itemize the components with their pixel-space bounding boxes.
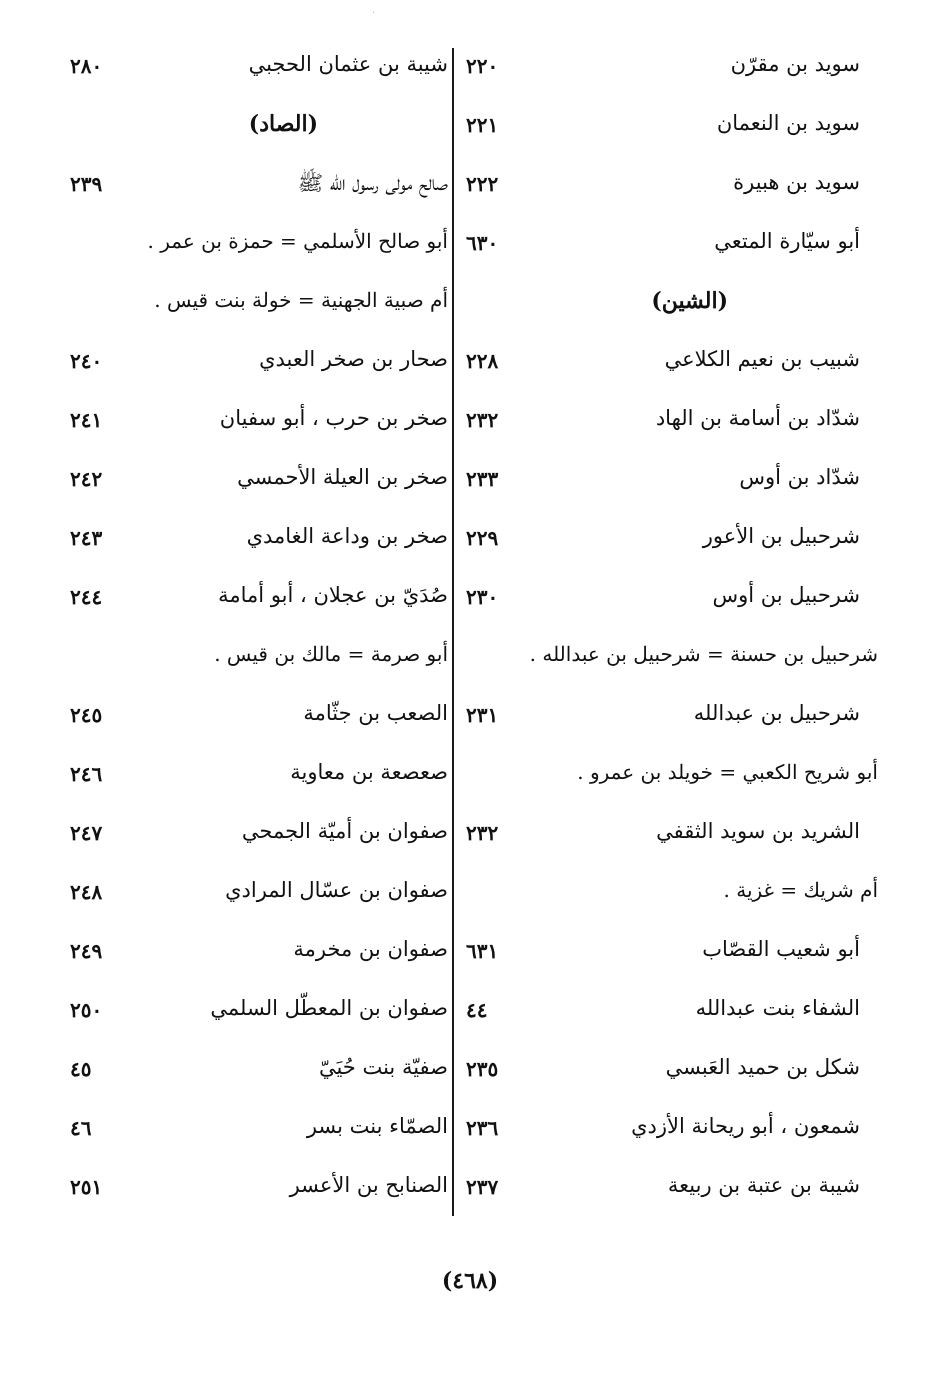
entry-number: ٢٤٠ <box>70 349 103 373</box>
entry-name: شمعون ، أبو ريحانة الأزدي <box>631 1114 860 1138</box>
index-entry <box>50 162 450 221</box>
index-entry <box>460 752 878 811</box>
entry-name: شرحبيل بن عبدالله <box>693 701 860 725</box>
entry-name: صخر بن وداعة الغامدي <box>246 524 448 548</box>
index-entry <box>50 870 450 929</box>
index-entry <box>50 693 450 752</box>
entry-number: ٢٣٧ <box>466 1175 499 1199</box>
entry-number: ٢٢٨ <box>466 349 499 373</box>
entry-name: أبو شعيب القصّاب <box>702 937 860 961</box>
entry-name: سويد بن النعمان <box>716 111 860 135</box>
entry-name: صخر بن حرب ، أبو سفيان <box>219 406 448 430</box>
index-entry <box>460 162 860 221</box>
entry-name: الشفاء بنت عبدالله <box>695 996 860 1020</box>
entry-number: ٤٦ <box>70 1116 92 1140</box>
entry-number: ٢٤٨ <box>70 880 103 904</box>
entry-name: سويد بن هبيرة <box>733 170 860 194</box>
entry-name: شرحبيل بن الأعور <box>702 524 860 548</box>
index-entry <box>50 811 450 870</box>
index-entry <box>50 929 450 988</box>
entry-number: ٢٣٢ <box>466 821 499 845</box>
entry-name: أبو شريح الكعبي = خويلد بن عمرو . <box>577 760 878 784</box>
entry-name: صالح مولى رسول الله ﷺ <box>297 171 448 195</box>
index-entry <box>50 339 450 398</box>
entry-name: صفوان بن المعطّل السلمي <box>210 996 448 1020</box>
entry-number: ٢٣١ <box>466 703 499 727</box>
entry-number: ٤٤ <box>466 998 488 1022</box>
entry-number: ٢٣٥ <box>466 1057 499 1081</box>
entry-number: ٢٥١ <box>70 1175 103 1199</box>
column-divider <box>452 48 454 1216</box>
entry-name: صُدَيّ بن عجلان ، أبو أمامة <box>218 583 448 607</box>
index-entry <box>460 811 860 870</box>
index-entry <box>460 516 860 575</box>
entry-number: ٢٤٢ <box>70 467 103 491</box>
entry-number: ٢٣٩ <box>70 172 103 196</box>
index-entry <box>50 988 450 1047</box>
entry-number: ٢٤٤ <box>70 585 103 609</box>
index-entry <box>50 457 450 516</box>
entry-name: شيبة بن عثمان الحجبي <box>248 52 448 76</box>
index-entry <box>460 988 860 1047</box>
index-entry <box>50 44 450 103</box>
entry-number: ٢٤٧ <box>70 821 103 845</box>
entry-number: ٢٣٢ <box>466 408 499 432</box>
entry-name: شدّاد بن أسامة بن الهاد <box>655 406 860 430</box>
index-entry <box>460 103 860 162</box>
entry-name: (الشين) <box>651 288 728 314</box>
entry-number: ٢٨٠ <box>70 54 103 78</box>
index-entry <box>460 1106 860 1165</box>
entry-number: ٢٤٣ <box>70 526 103 550</box>
section-heading <box>460 280 860 339</box>
entry-number: ٢٤٦ <box>70 762 103 786</box>
entry-name: شرحبيل بن أوس <box>712 583 860 607</box>
entry-name: صحار بن صخر العبدي <box>259 347 448 371</box>
entry-name: شبيب بن نعيم الكلاعي <box>664 347 860 371</box>
index-entry <box>460 398 860 457</box>
index-entry <box>460 221 860 280</box>
entry-number: ٢٢٩ <box>466 526 499 550</box>
entry-name: الصعب بن جثّامة <box>303 701 448 725</box>
index-entry <box>50 516 450 575</box>
entry-number: ٢٤٩ <box>70 939 103 963</box>
index-entry <box>460 929 860 988</box>
entry-number: ٢٤٥ <box>70 703 103 727</box>
entry-name: الصمّاء بنت بسر <box>306 1114 448 1138</box>
entry-name: أبو سيّارة المتعي <box>714 229 860 253</box>
index-entry <box>460 44 860 103</box>
index-entry <box>460 575 860 634</box>
entry-number: ٢٢٠ <box>466 54 499 78</box>
entry-name: (الصاد) <box>248 111 318 137</box>
entry-name: شكل بن حميد العَبسي <box>665 1055 860 1079</box>
index-entry <box>50 634 450 693</box>
index-entry <box>460 339 860 398</box>
entry-name: الصنابح بن الأعسر <box>289 1173 448 1197</box>
entry-name: أبو صرمة = مالك بن قيس . <box>214 642 448 666</box>
index-column-left <box>50 44 450 1224</box>
entry-number: ٢٥٠ <box>70 998 103 1022</box>
entry-number: ٢٢٢ <box>466 172 499 196</box>
index-entry <box>50 398 450 457</box>
entry-number: ٤٥ <box>70 1057 92 1081</box>
entry-name: صخر بن العيلة الأحمسي <box>237 465 448 489</box>
entry-name: أبو صالح الأسلمي = حمزة بن عمر . <box>147 229 448 253</box>
entry-name: شيبة بن عتبة بن ربيعة <box>667 1173 860 1197</box>
entry-name: صفوان بن أميّة الجمحي <box>241 819 448 843</box>
entry-name: صفوان بن عسّال المرادي <box>225 878 448 902</box>
index-entry <box>460 457 860 516</box>
index-entry <box>50 752 450 811</box>
entry-number: ٢٣٠ <box>466 585 499 609</box>
entry-number: ٢٢١ <box>466 113 499 137</box>
entry-number: ٢٤١ <box>70 408 103 432</box>
entry-name: الشريد بن سويد الثقفي <box>656 819 860 843</box>
entry-name: صفيّة بنت حُيَيّ <box>318 1055 448 1079</box>
index-entry <box>50 1047 450 1106</box>
entry-number: ٢٣٦ <box>466 1116 499 1140</box>
index-entry <box>50 1165 450 1224</box>
index-entry <box>460 693 860 752</box>
entry-name: أم شريك = غزية . <box>723 878 878 902</box>
index-entry <box>50 280 450 339</box>
entry-name: أم صبية الجهنية = خولة بنت قيس . <box>154 288 448 312</box>
entry-name: سويد بن مقرّن <box>730 52 860 76</box>
entry-number: ٦٣١ <box>466 939 499 963</box>
index-entry <box>460 634 878 693</box>
entry-name: صفوان بن مخرمة <box>293 937 448 961</box>
entry-name: شدّاد بن أوس <box>739 465 860 489</box>
page-number: (٤٦٨) <box>441 1268 499 1294</box>
top-mark: · <box>372 8 376 19</box>
entry-name: صعصعة بن معاوية <box>290 760 448 784</box>
index-entry <box>460 1165 860 1224</box>
entry-number: ٦٣٠ <box>466 231 499 255</box>
index-entry <box>50 1106 450 1165</box>
entry-name: شرحبيل بن حسنة = شرحبيل بن عبدالله . <box>529 642 878 666</box>
index-entry <box>460 870 878 929</box>
section-heading <box>50 103 450 162</box>
entry-number: ٢٣٣ <box>466 467 499 491</box>
index-entry <box>460 1047 860 1106</box>
index-column-right <box>460 44 878 1224</box>
index-entry <box>50 575 450 634</box>
index-entry <box>50 221 450 280</box>
